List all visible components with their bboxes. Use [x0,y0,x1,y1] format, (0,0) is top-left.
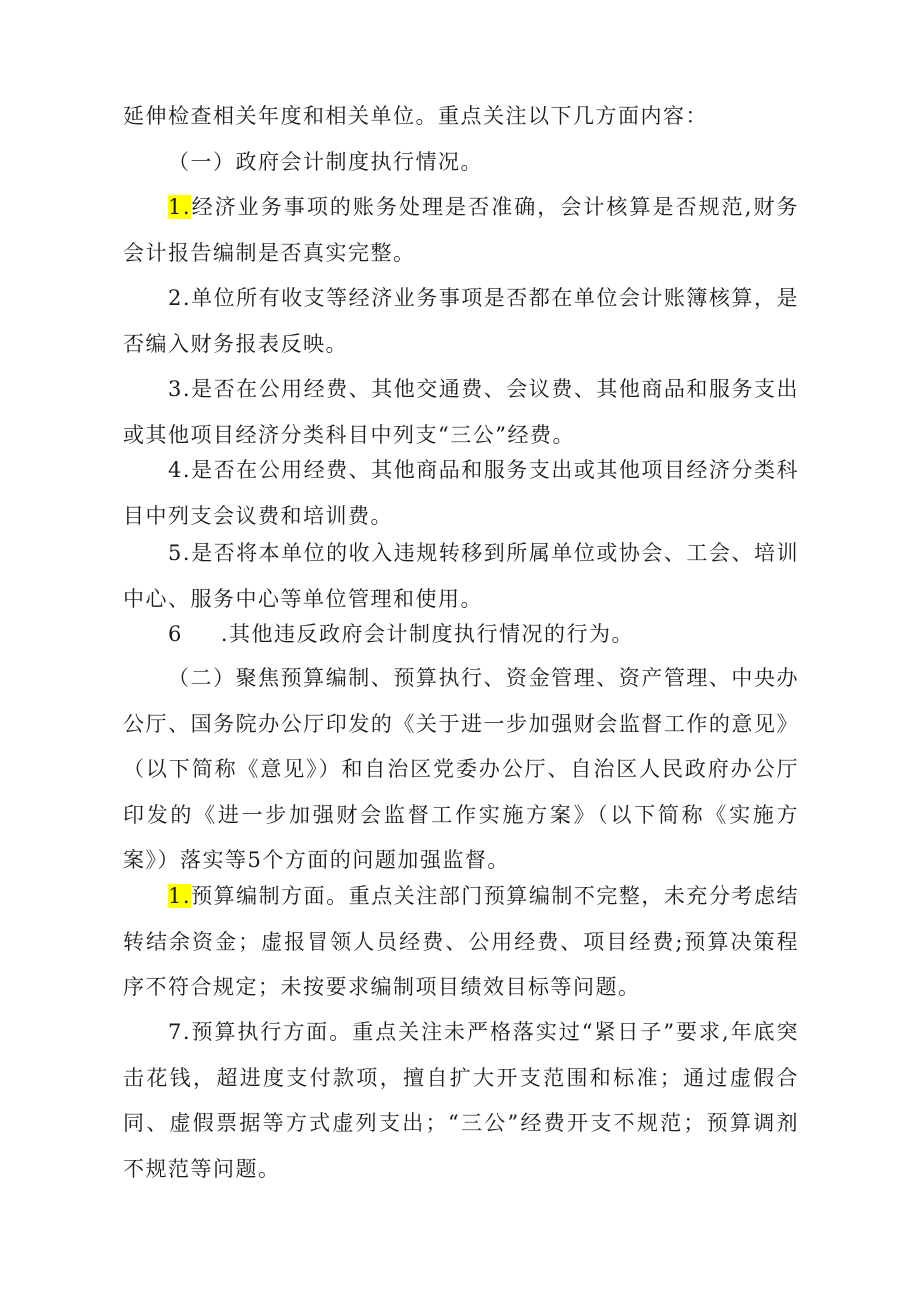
section-heading-1: （一）政府会计制度执行情况。 [168,150,483,174]
list-item [123,1010,799,1192]
list-item-text: .单位所有收支等经济业务事项是否都在单位会计账簿核算，是否编入财务报表反映。 [123,286,799,356]
list-item [123,531,799,622]
list-item-text: .其他违反政府会计制度执行情况的行为。 [220,622,635,646]
list-item-text: .是否在公用经费、其他交通费、会议费、其他商品和服务支出或其他项目经济分类科目中列支“三公”经费。 [123,377,799,447]
list-item [123,874,799,1011]
list-item-text: 经济业务事项的账务处理是否准确，会计核算是否规范,财务会计报告编制是否真实完整。 [123,195,799,265]
highlighted-number: 1. [168,884,192,908]
list-item-number: 2 [168,286,183,310]
list-item-text: .预算执行方面。重点关注未严格落实过“紧日子”要求,年底突击花钱，超进度支付款项，擅自扩大开支范围和标准；通过虚假合同、虚假票据等方式虚列支出；“三公”经费开支不规范；预算调剂不规范等问题。 [123,1020,799,1181]
list-item-text: .是否在公用经费、其他商品和服务支出或其他项目经济分类科目中列支会议费和培训费。 [123,458,799,528]
section-heading-2: （二）聚焦预算编制、预算执行、资金管理、资产管理、中央办公厅、国务院办公厅印发的《关于进一步加强财会监督工作的意见》（以下简称《意见》）和自治区党委办公厅、自治区人民政府办公厅印发的《进一步加强财会监督工作实施方案》（以下简称《实施方案》）落实等5个方面的问题加强监督。 [123,666,799,872]
list-item-number: 4 [168,458,183,482]
list-item-text: .是否将本单位的收入违规转移到所属单位或协会、工会、培训中心、服务中心等单位管理和使用。 [123,541,799,611]
list-item-number: 6 [168,622,183,646]
list-item-number: 7 [168,1020,183,1044]
list-item [123,448,799,539]
paragraph-intro: 延伸检查相关年度和相关单位。重点关注以下几方面内容： [123,104,708,128]
list-item-number: 5 [168,541,183,565]
highlighted-number: 1. [168,195,192,219]
list-item-text: 预算编制方面。重点关注部门预算编制不完整，未充分考虑结转结余资金；虚报冒领人员经费、公用经费、项目经费;预算决策程序不符合规定；未按要求编制项目绩效目标等问题。 [123,884,799,999]
list-item [123,276,799,367]
list-item [123,367,799,458]
list-item [123,612,799,658]
list-item [123,185,799,276]
list-item-number: 3 [168,377,183,401]
